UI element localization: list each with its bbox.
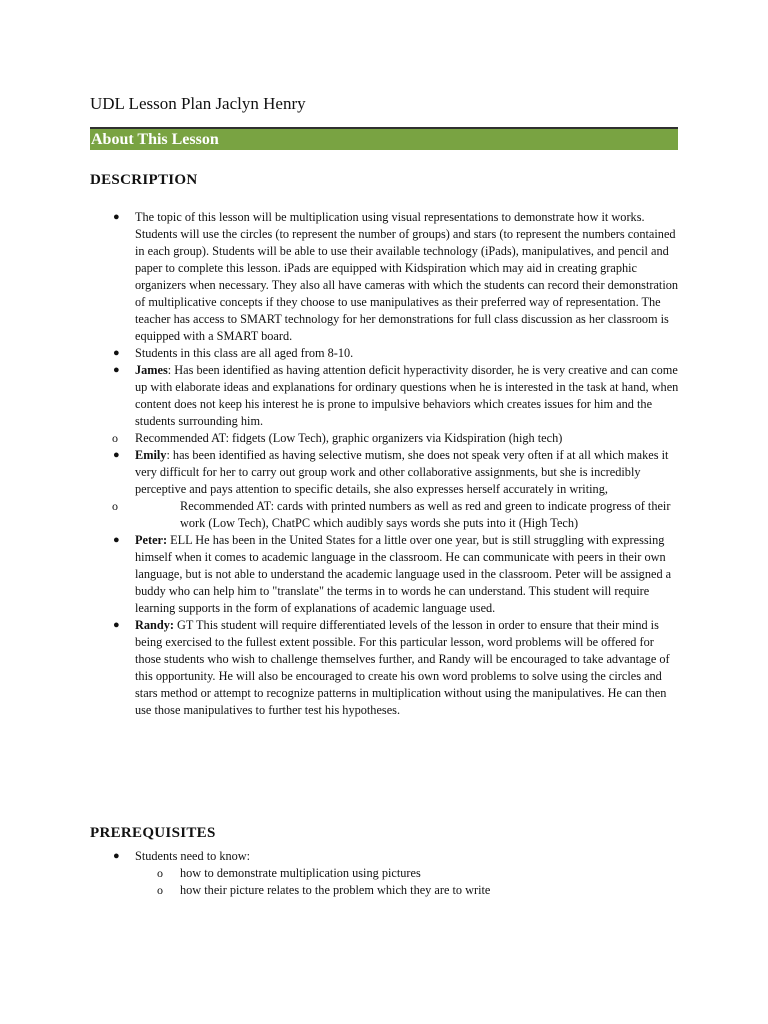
- section-title: About This Lesson: [91, 131, 219, 148]
- sub-bullet-icon: o: [157, 883, 163, 897]
- bullet-icon: ●: [113, 850, 120, 862]
- bullet-icon: ●: [113, 534, 120, 546]
- bullet-icon: ●: [113, 347, 120, 359]
- description-list: [112, 209, 680, 719]
- prerequisite-item: [135, 882, 680, 899]
- list-item: [113, 209, 680, 345]
- recommended-at-emily: [112, 498, 680, 532]
- recommended-at-text: Recommended AT: fidgets (Low Tech), graphic organizers via Kidspiration (high tech): [135, 431, 563, 445]
- sub-bullet-icon: o: [157, 866, 163, 880]
- student-name: Randy:: [135, 618, 174, 632]
- student-text: : has been identified as having selective mutism, she does not speak very often if at all which makes it very difficult for her to carry out group work and other collaborative assignments, but she is incredibly perceptive and pays attention to specific details, she also expresses herself accurately in writing,: [135, 448, 669, 496]
- list-item: [113, 345, 680, 362]
- section-bar-about-this-lesson: [90, 127, 678, 150]
- student-randy: [113, 617, 680, 719]
- student-text: GT This student will require differentiated levels of the lesson in order to ensure that their mind is being exercised to the fullest extent possible. For this particular lesson, word problems will be offered for those students who wish to challenge themselves further, and Randy will be encouraged to take advantage of this opportunity. He will also be encouraged to create his own word problems to solve using the circles and stars method or attempt to recognize patterns in multiplication without using the manipulatives. He can then use those manipulatives to further test his hypotheses.: [135, 618, 670, 717]
- prerequisites-intro: Students need to know:: [135, 849, 251, 863]
- student-text: ELL He has been in the United States for a little over one year, but is still struggling with expressing himself when it comes to academic language in the classroom. He can communicate with peers in their own language, but is not able to understand the academic language used in the classroom. Peter will be assigned a buddy who can help him to "translate" the terms in to words he can understand. This student will require learning supports in the form of explanations of academic language used.: [135, 533, 672, 615]
- list-item: [113, 848, 680, 865]
- prerequisite-item: [135, 865, 680, 882]
- prerequisites-list: [113, 848, 680, 899]
- sub-bullet-icon: o: [112, 499, 118, 513]
- prerequisite-text: how to demonstrate multiplication using pictures: [180, 866, 421, 880]
- lesson-description-text: The topic of this lesson will be multiplication using visual representations to demonstrate how it works. Students will use the circles (to represent the number of groups) and stars (to represent the numbers contained in each group). Students will be able to use their available technology (iPads), manipulatives, and pencil and paper to complete this lesson. iPads are equipped with Kidspiration which may aid in creating graphic organizers when necessary. They also all have cameras with which the students can record their demonstration of multiplicative concepts if they choose to use manipulatives as their preferred way of representation. The teacher has access to SMART technology for her demonstrations for full class discussion as her classroom is equipped with a SMART board.: [135, 210, 679, 343]
- student-name: Emily: [135, 448, 167, 462]
- prerequisites-heading: PREREQUISITES: [90, 825, 216, 841]
- student-emily: [113, 447, 680, 498]
- student-text: : Has been identified as having attention deficit hyperactivity disorder, he is very creative and can come up with elaborate ideas and explanations for ordinary questions when he is interested in the task at hand, when content does not keep his interest he is prone to impulsive behaviors which creates issues for him and the students surrounding him.: [135, 363, 679, 428]
- student-name: Peter:: [135, 533, 168, 547]
- document-title: UDL Lesson Plan Jaclyn Henry: [90, 94, 306, 113]
- bullet-icon: ●: [113, 364, 120, 376]
- sub-bullet-icon: o: [112, 431, 118, 445]
- bullet-icon: ●: [113, 619, 120, 631]
- description-heading: DESCRIPTION: [90, 172, 198, 188]
- recommended-at-text: Recommended AT: cards with printed numbers as well as red and green to indicate progress of their work (Low Tech), ChatPC which audibly says words she puts into it (High Tech): [180, 499, 671, 530]
- student-name: James: [135, 363, 168, 377]
- prerequisite-text: how their picture relates to the problem which they are to write: [180, 883, 491, 897]
- student-peter: [113, 532, 680, 617]
- bullet-icon: ●: [113, 449, 120, 461]
- bullet-icon: ●: [113, 211, 120, 223]
- student-james: [113, 362, 680, 430]
- recommended-at-james: [90, 430, 680, 447]
- student-ages-text: Students in this class are all aged from 8-10.: [135, 346, 354, 360]
